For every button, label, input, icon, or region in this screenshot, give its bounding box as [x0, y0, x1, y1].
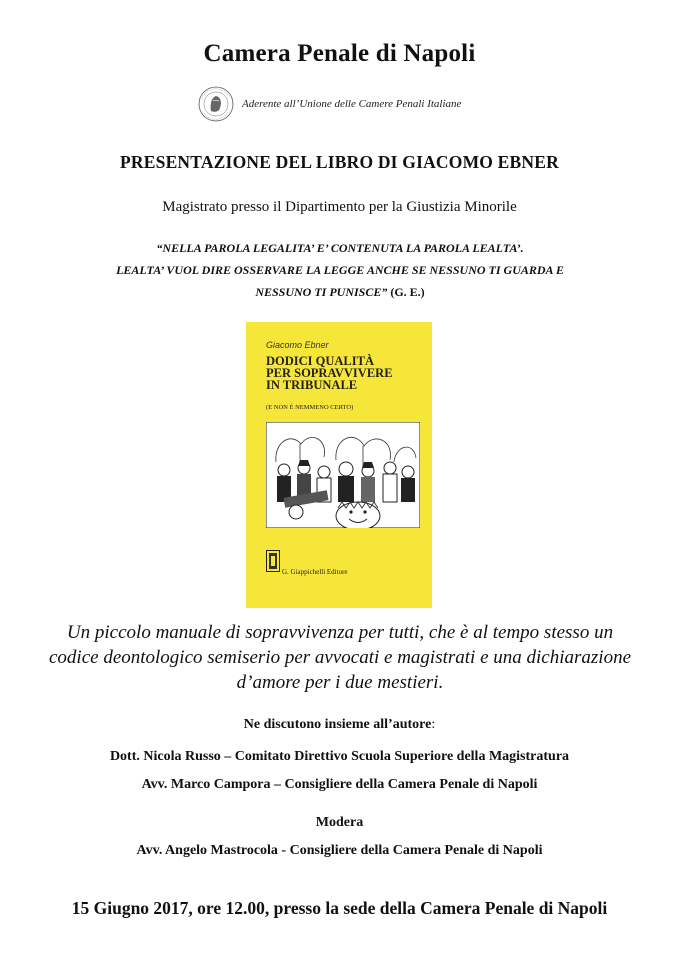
quote-line-3: NESSUNO TI PUNISCE”	[255, 285, 388, 299]
moderator-name: Avv. Angelo Mastrocola - Consigliere della Camera Penale di Napoli	[136, 843, 543, 858]
cartoon-courtroom-illustration	[266, 422, 420, 528]
author-role: Magistrato presso il Dipartimento per la Giustizia Minorile	[162, 199, 517, 215]
speaker-2: Avv. Marco Campora – Consigliere della Camera Penale di Napoli	[141, 777, 538, 792]
moderator-label: Modera	[315, 815, 364, 830]
discussants-label-colon: :	[431, 717, 436, 732]
book-publisher: G. Giappichelli Editore	[282, 568, 348, 576]
portrait-seal-icon	[198, 86, 234, 122]
discussants-label	[0, 717, 679, 733]
membership-text: Aderente all’Unione delle Camere Penali Italiane	[242, 98, 462, 110]
organization-title: Camera Penale di Napoli	[203, 40, 476, 67]
book-description: Un piccolo manuale di sopravvivenza per tutti, che è al tempo stesso un codice deontologico semiserio per avvocati e magistrati e una dichiarazione d’amore per i due mestieri.	[48, 622, 632, 693]
publisher-logo-icon	[266, 550, 280, 572]
quote-line-1: “NELLA PAROLA LEGALITA’ E’ CONTENUTA LA PAROLA LEALTA’.	[156, 241, 524, 255]
book-title-line-3: IN TRIBUNALE	[266, 378, 358, 392]
book-author: Giacomo Ebner	[266, 340, 329, 350]
quote-line-2: LEALTA’ VUOL DIRE OSSERVARE LA LEGGE ANCHE SE NESSUNO TI GUARDA E	[116, 263, 564, 277]
book-title	[266, 355, 426, 391]
event-heading: PRESENTAZIONE DEL LIBRO DI GIACOMO EBNER	[120, 152, 559, 172]
membership-line	[198, 86, 461, 122]
book-cover	[246, 322, 432, 608]
author-quote	[60, 237, 620, 303]
book-title-line-2: PER SOPRAVVIVERE	[266, 366, 393, 380]
event-date-location: 15 Giugno 2017, ore 12.00, presso la sede della Camera Penale di Napoli	[71, 898, 608, 918]
speaker-1: Dott. Nicola Russo – Comitato Direttivo Scuola Superiore della Magistratura	[109, 749, 570, 764]
quote-attribution: (G. E.)	[390, 285, 425, 299]
book-title-line-1: DODICI QUALITÀ	[266, 354, 375, 368]
book-subtitle: (E NON È NEMMENO CERTO)	[266, 404, 354, 411]
discussants-label-text: Ne discutono insieme all’autore	[243, 717, 432, 732]
